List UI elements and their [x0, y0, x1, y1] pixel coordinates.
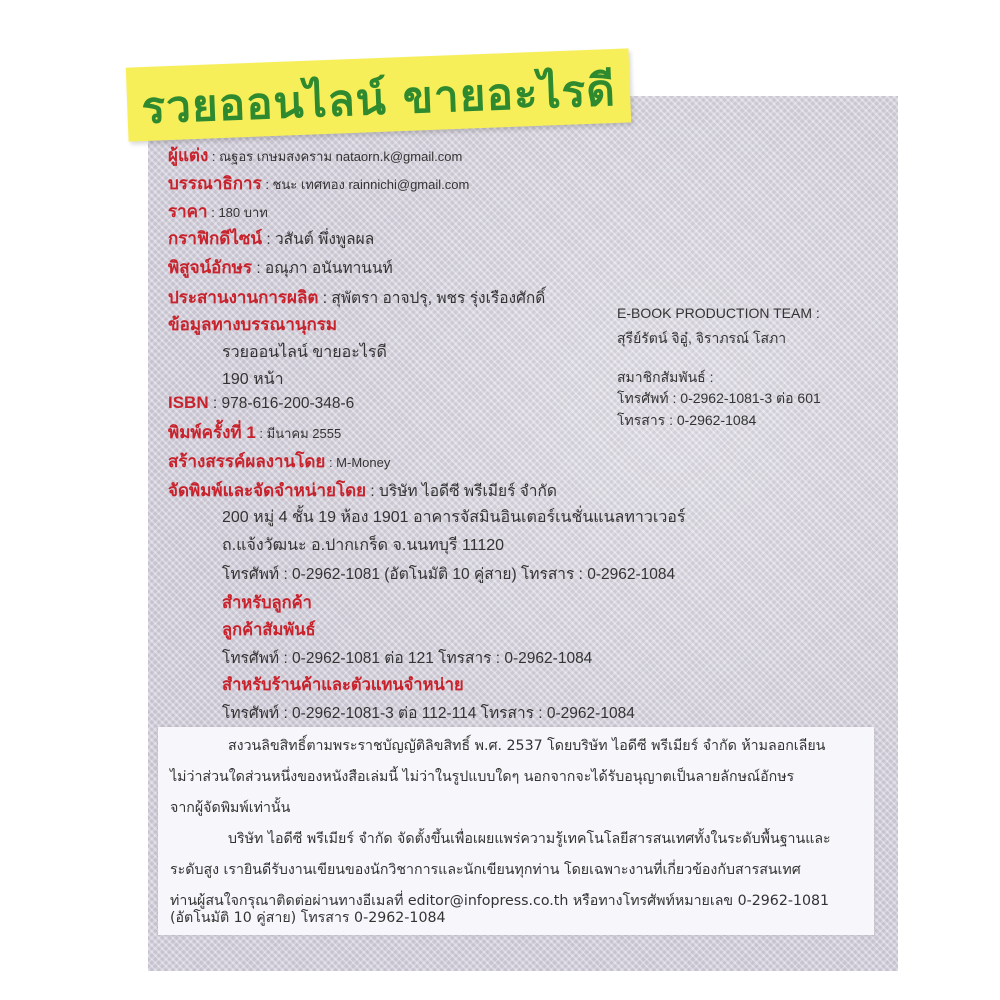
publisher-label: จัดพิมพ์และจัดจำหน่ายโดย [168, 481, 367, 500]
edition-label: พิมพ์ครั้งที่ 1 [168, 423, 256, 442]
dealers-phone: โทรศัพท์ : 0-2962-1081-3 ต่อ 112-114 โทรสาร : 0-2962-1084 [222, 705, 635, 722]
cataloging-pages: 190 หน้า [222, 371, 284, 388]
graphic-row [168, 225, 374, 252]
edition-value: : มีนาคม 2555 [255, 426, 342, 441]
coordination-label: ประสานงานการผลิต [168, 288, 319, 307]
proof-label: พิสูจน์อักษร [168, 258, 253, 277]
author-value: : ณฐอร เกษมสงคราม nataorn.k@gmail.com [208, 149, 463, 164]
dealers-heading: สำหรับร้านค้าและตัวแทนจำหน่าย [222, 676, 464, 694]
membership-fax: โทรสาร : 0-2962-1084 [617, 412, 757, 428]
price-label: ราคา [168, 202, 208, 221]
ebook-team-label: E-BOOK PRODUCTION TEAM : [617, 305, 820, 321]
created-by-value: : M-Money [325, 455, 391, 470]
membership-label: สมาชิกสัมพันธ์ : [617, 369, 714, 385]
publisher-address-1: 200 หมู่ 4 ชั้น 19 ห้อง 1901 อาคารจัสมินอินเตอร์เนชั่นแนลทาวเวอร์ [222, 509, 686, 526]
price-value: : 180 บาท [207, 205, 268, 220]
cataloging-row [168, 311, 337, 338]
notice-para1-line1: สงวนลิขสิทธิ์ตามพระราชบัญญัติลิขสิทธิ์ พ.ศ. 2537 โดยบริษัท ไอดีซี พรีเมียร์ จำกัด ห้ามลอกเลียน [228, 738, 826, 754]
customer-relations-heading: ลูกค้าสัมพันธ์ [222, 621, 316, 639]
notice-para2-line1: บริษัท ไอดีซี พรีเมียร์ จำกัด จัดตั้งขึ้นเพื่อเผยแพร่ความรู้เทคโนโลยีสารสนเทศทั้งในระดับพื้นฐานและ [228, 831, 831, 847]
isbn-row [168, 393, 354, 413]
notice-para2-line3: ท่านผู้สนใจกรุณาติดต่อผ่านทางอีเมลที่ editor@infopress.co.th หรือทางโทรศัพท์หมายเลข 0-2962-1081 [170, 893, 830, 909]
notice-para2-line4: (อัตโนมัติ 10 คู่สาย) โทรสาร 0-2962-1084 [170, 910, 446, 926]
author-row [168, 142, 462, 169]
proof-value: : อณุภา อนันทานนท์ [252, 260, 393, 277]
membership-phone: โทรศัพท์ : 0-2962-1081-3 ต่อ 601 [617, 390, 821, 406]
for-customers-heading: สำหรับลูกค้า [222, 594, 312, 612]
cataloging-title: รวยออนไลน์ ขายอะไรดี [222, 344, 387, 361]
cataloging-label: ข้อมูลทางบรรณานุกรม [168, 315, 338, 334]
proof-row [168, 254, 393, 281]
publisher-value: : บริษัท ไอดีซี พรีเมียร์ จำกัด [366, 483, 557, 500]
copyright-notice-box [158, 727, 874, 935]
graphic-value: : วสันต์ พึ่งพูลผล [262, 231, 375, 248]
created-by-row [168, 448, 390, 475]
publisher-row [168, 477, 557, 504]
publisher-address-2: ถ.แจ้งวัฒนะ อ.ปากเกร็ด จ.นนทบุรี 11120 [222, 537, 505, 554]
book-title: รวยออนไลน์ ขายอะไรดี [140, 64, 617, 135]
isbn-label: ISBN [168, 393, 209, 412]
isbn-value: : 978-616-200-348-6 [208, 395, 355, 412]
ebook-team-names: สุรีย์รัตน์ จิอู๋, จิราภรณ์ โสภา [617, 330, 787, 346]
graphic-label: กราฟิกดีไซน์ [168, 229, 263, 248]
coordination-row [168, 284, 545, 311]
editor-value: : ชนะ เทศทอง rainnichi@gmail.com [261, 177, 470, 192]
price-row [168, 198, 268, 225]
author-label: ผู้แต่ง [168, 146, 209, 165]
coordination-value: : สุพัตรา อาจปรุ, พชร รุ่งเรืองศักดิ์ [318, 290, 546, 307]
customer-relations-phone: โทรศัพท์ : 0-2962-1081 ต่อ 121 โทรสาร : 0-2962-1084 [222, 650, 593, 667]
publisher-phone: โทรศัพท์ : 0-2962-1081 (อัตโนมัติ 10 คู่สาย) โทรสาร : 0-2962-1084 [222, 566, 676, 583]
edition-row [168, 419, 341, 446]
editor-label: บรรณาธิการ [168, 174, 262, 193]
notice-para1-line2: ไม่ว่าส่วนใดส่วนหนึ่งของหนังสือเล่มนี้ ไม่ว่าในรูปแบบใดๆ นอกจากจะได้รับอนุญาตเป็นลายลักษณ์อักษร [170, 769, 795, 785]
editor-row [168, 170, 469, 197]
notice-para2-line2: ระดับสูง เรายินดีรับงานเขียนของนักวิชาการและนักเขียนทุกท่าน โดยเฉพาะงานที่เกี่ยวข้องกับสารสนเทศ [170, 862, 801, 878]
notice-para1-line3: จากผู้จัดพิมพ์เท่านั้น [170, 800, 291, 816]
created-by-label: สร้างสรรค์ผลงานโดย [168, 452, 326, 471]
